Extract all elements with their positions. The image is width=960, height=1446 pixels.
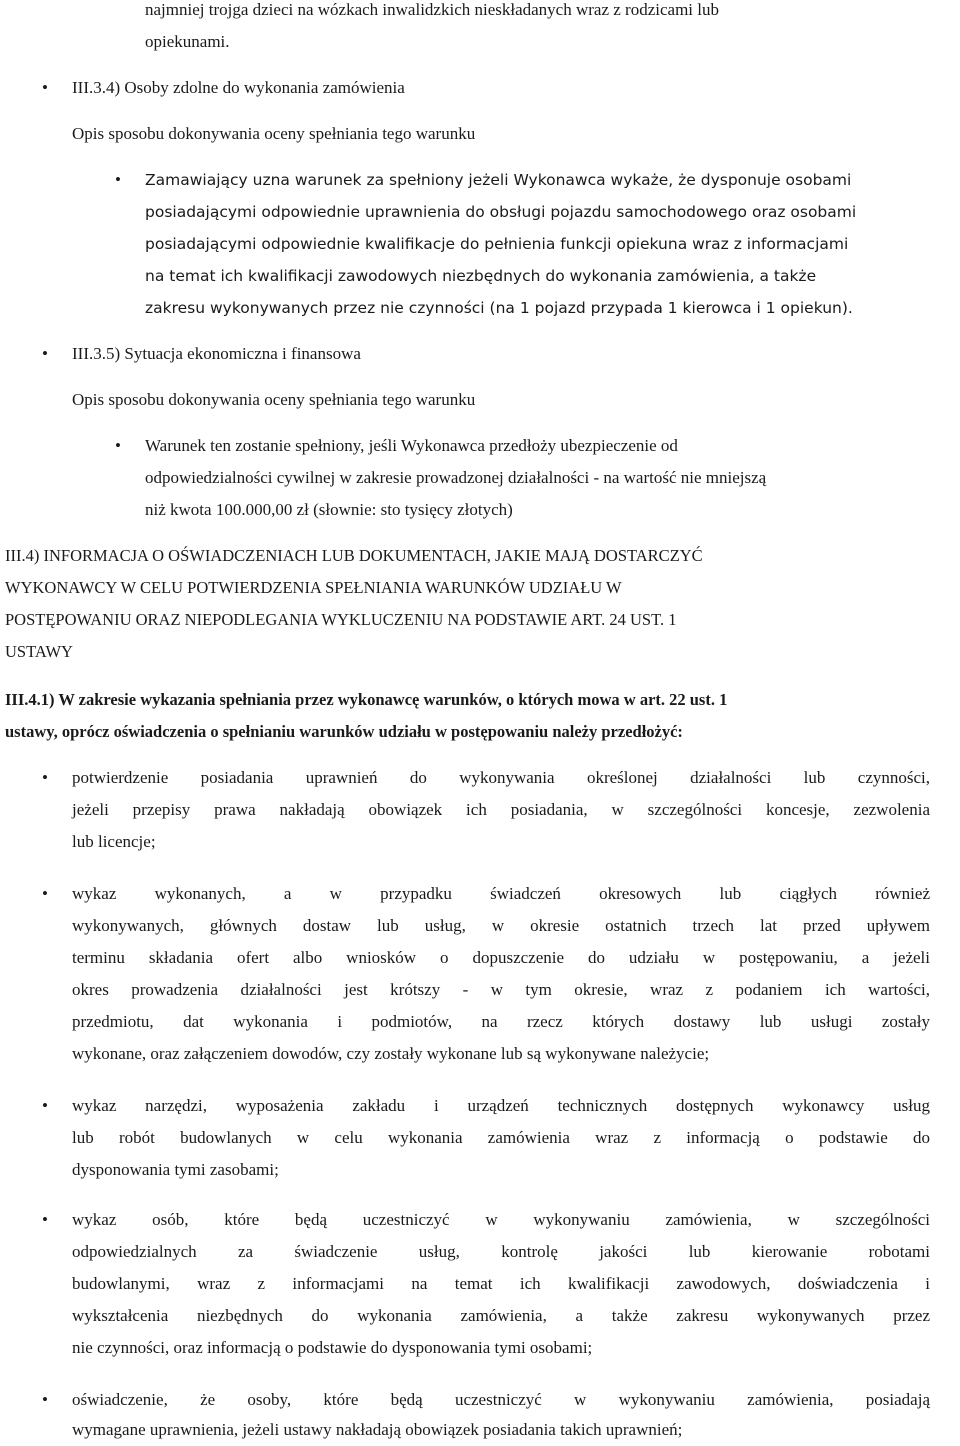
- heading-iii-3-5: III.3.5) Sytuacja ekonomiczna i finansowa: [72, 344, 361, 363]
- list-item-4-line-1: wykaz osób, które będą uczestniczyć w wykonywaniu zamówienia, w szczególności: [72, 1210, 930, 1229]
- top-paragraph-line-1: najmniej trojga dzieci na wózkach inwalidzkich nieskładanych wraz z rodzicami lub: [145, 0, 719, 19]
- list-item-1-line-3: lub licencje;: [72, 832, 156, 851]
- subheading-iii-4-1-line-1: III.4.1) W zakresie wykazania spełniania przez wykonawcę warunków, o których mowa w art. 22 ust. 1: [5, 690, 728, 709]
- list-item-1-line-1: potwierdzenie posiadania uprawnień do wykonywania określonej działalności lub czynności,: [72, 768, 930, 787]
- subheading-iii-3-5: Opis sposobu dokonywania oceny spełniania tego warunku: [72, 390, 476, 409]
- item-iii-3-4-line-1: Zamawiający uzna warunek za spełniony jeżeli Wykonawca wykaże, że dysponuje osobami: [145, 171, 852, 189]
- list-item-4-line-2: odpowiedzialnych za świadczenie usług, kontrolę jakości lub kierowanie robotami: [72, 1242, 930, 1261]
- list-item-5-line-2: wymagane uprawnienia, jeżeli ustawy nakładają obowiązek posiadania takich uprawnień;: [72, 1420, 683, 1439]
- list-item-2-line-5: przedmiotu, dat wykonania i podmiotów, na rzecz których dostawy lub usługi zostały: [72, 1012, 930, 1031]
- list-item-1-line-2: jeżeli przepisy prawa nakładają obowiązek ich posiadania, w szczególności koncesje, zezwolenia: [72, 800, 930, 819]
- item-iii-3-4-line-2: posiadającymi odpowiednie uprawnienia do obsługi pojazdu samochodowego oraz osobami: [145, 203, 857, 221]
- list-item-2-line-3: terminu składania ofert albo wniosków o dopuszczenie do udziału w postępowaniu, a jeżeli: [72, 948, 930, 967]
- list-item-4-bullet: •: [42, 1210, 48, 1229]
- item-iii-3-4-line-4: na temat ich kwalifikacji zawodowych niezbędnych do wykonania zamówienia, a także: [145, 267, 817, 285]
- list-item-3-bullet: •: [42, 1096, 48, 1115]
- list-item-5-line-1: oświadczenie, że osoby, które będą uczestniczyć w wykonywaniu zamówienia, posiadają: [72, 1390, 930, 1409]
- list-item-2-line-4: okres prowadzenia działalności jest krótszy - w tym okresie, wraz z podaniem ich wartości,: [72, 980, 930, 999]
- list-item-2-line-1: wykaz wykonanych, a w przypadku świadczeń okresowych lub ciągłych również: [72, 884, 930, 903]
- item-iii-3-5-line-1: Warunek ten zostanie spełniony, jeśli Wykonawca przedłoży ubezpieczenie od: [145, 436, 678, 455]
- list-item-3-line-3: dysponowania tymi zasobami;: [72, 1160, 279, 1179]
- subheading-iii-3-4: Opis sposobu dokonywania oceny spełniania tego warunku: [72, 124, 476, 143]
- heading-iii-4-line-3: POSTĘPOWANIU ORAZ NIEPODLEGANIA WYKLUCZENIU NA PODSTAWIE ART. 24 UST. 1: [5, 610, 677, 629]
- list-item-3-line-1: wykaz narzędzi, wyposażenia zakładu i urządzeń technicznych dostępnych wykonawcy usług: [72, 1096, 930, 1115]
- list-item-4-line-3: budowlanymi, wraz z informacjami na temat ich kwalifikacji zawodowych, doświadczenia i: [72, 1274, 930, 1293]
- subheading-iii-4-1-line-2: ustawy, oprócz oświadczenia o spełnianiu warunków udziału w postępowaniu należy przedłożyć:: [5, 722, 683, 741]
- item-iii-3-5-line-3: niż kwota 100.000,00 zł (słownie: sto tysięcy złotych): [145, 500, 513, 519]
- list-item-2-line-6: wykonane, oraz załączeniem dowodów, czy zostały wykonane lub są wykonywane należycie;: [72, 1044, 710, 1063]
- item-iii-3-4-line-5: zakresu wykonywanych przez nie czynności (na 1 pojazd przypada 1 kierowca i 1 opiekun).: [145, 299, 853, 317]
- list-item-1-bullet: •: [42, 768, 48, 787]
- list-item-2-line-2: wykonywanych, głównych dostaw lub usług, w okresie ostatnich trzech lat przed upływem: [72, 916, 930, 935]
- item-iii-3-5-line-2: odpowiedzialności cywilnej w zakresie prowadzonej działalności - na wartość nie mniejszą: [145, 468, 767, 487]
- bullet-iii-3-5: •: [42, 344, 48, 363]
- heading-iii-4-line-2: WYKONAWCY W CELU POTWIERDZENIA SPEŁNIANIA WARUNKÓW UDZIAŁU W: [5, 578, 622, 597]
- top-paragraph-line-2: opiekunami.: [145, 32, 230, 51]
- heading-iii-4-line-4: USTAWY: [5, 642, 73, 661]
- bullet-iii-3-4: •: [42, 78, 48, 97]
- item-iii-3-4-line-3: posiadającymi odpowiednie kwalifikacje do pełnienia funkcji opiekuna wraz z informacjami: [145, 235, 849, 253]
- list-item-3-line-2: lub robót budowlanych w celu wykonania zamówienia wraz z informacją o podstawie do: [72, 1128, 930, 1147]
- heading-iii-4-line-1: III.4) INFORMACJA O OŚWIADCZENIACH LUB DOKUMENTACH, JAKIE MAJĄ DOSTARCZYĆ: [5, 546, 703, 565]
- heading-iii-3-4: III.3.4) Osoby zdolne do wykonania zamówienia: [72, 78, 405, 97]
- list-item-2-bullet: •: [42, 884, 48, 903]
- list-item-4-line-4: wykształcenia niezbędnych do wykonania zamówienia, a także zakresu wykonywanych przez: [72, 1306, 930, 1325]
- item-bullet-iii-3-5: •: [115, 436, 121, 455]
- list-item-4-line-5: nie czynności, oraz informacją o podstawie do dysponowania tymi osobami;: [72, 1338, 593, 1357]
- list-item-5-bullet: •: [42, 1390, 48, 1409]
- item-bullet-iii-3-4: •: [115, 170, 121, 189]
